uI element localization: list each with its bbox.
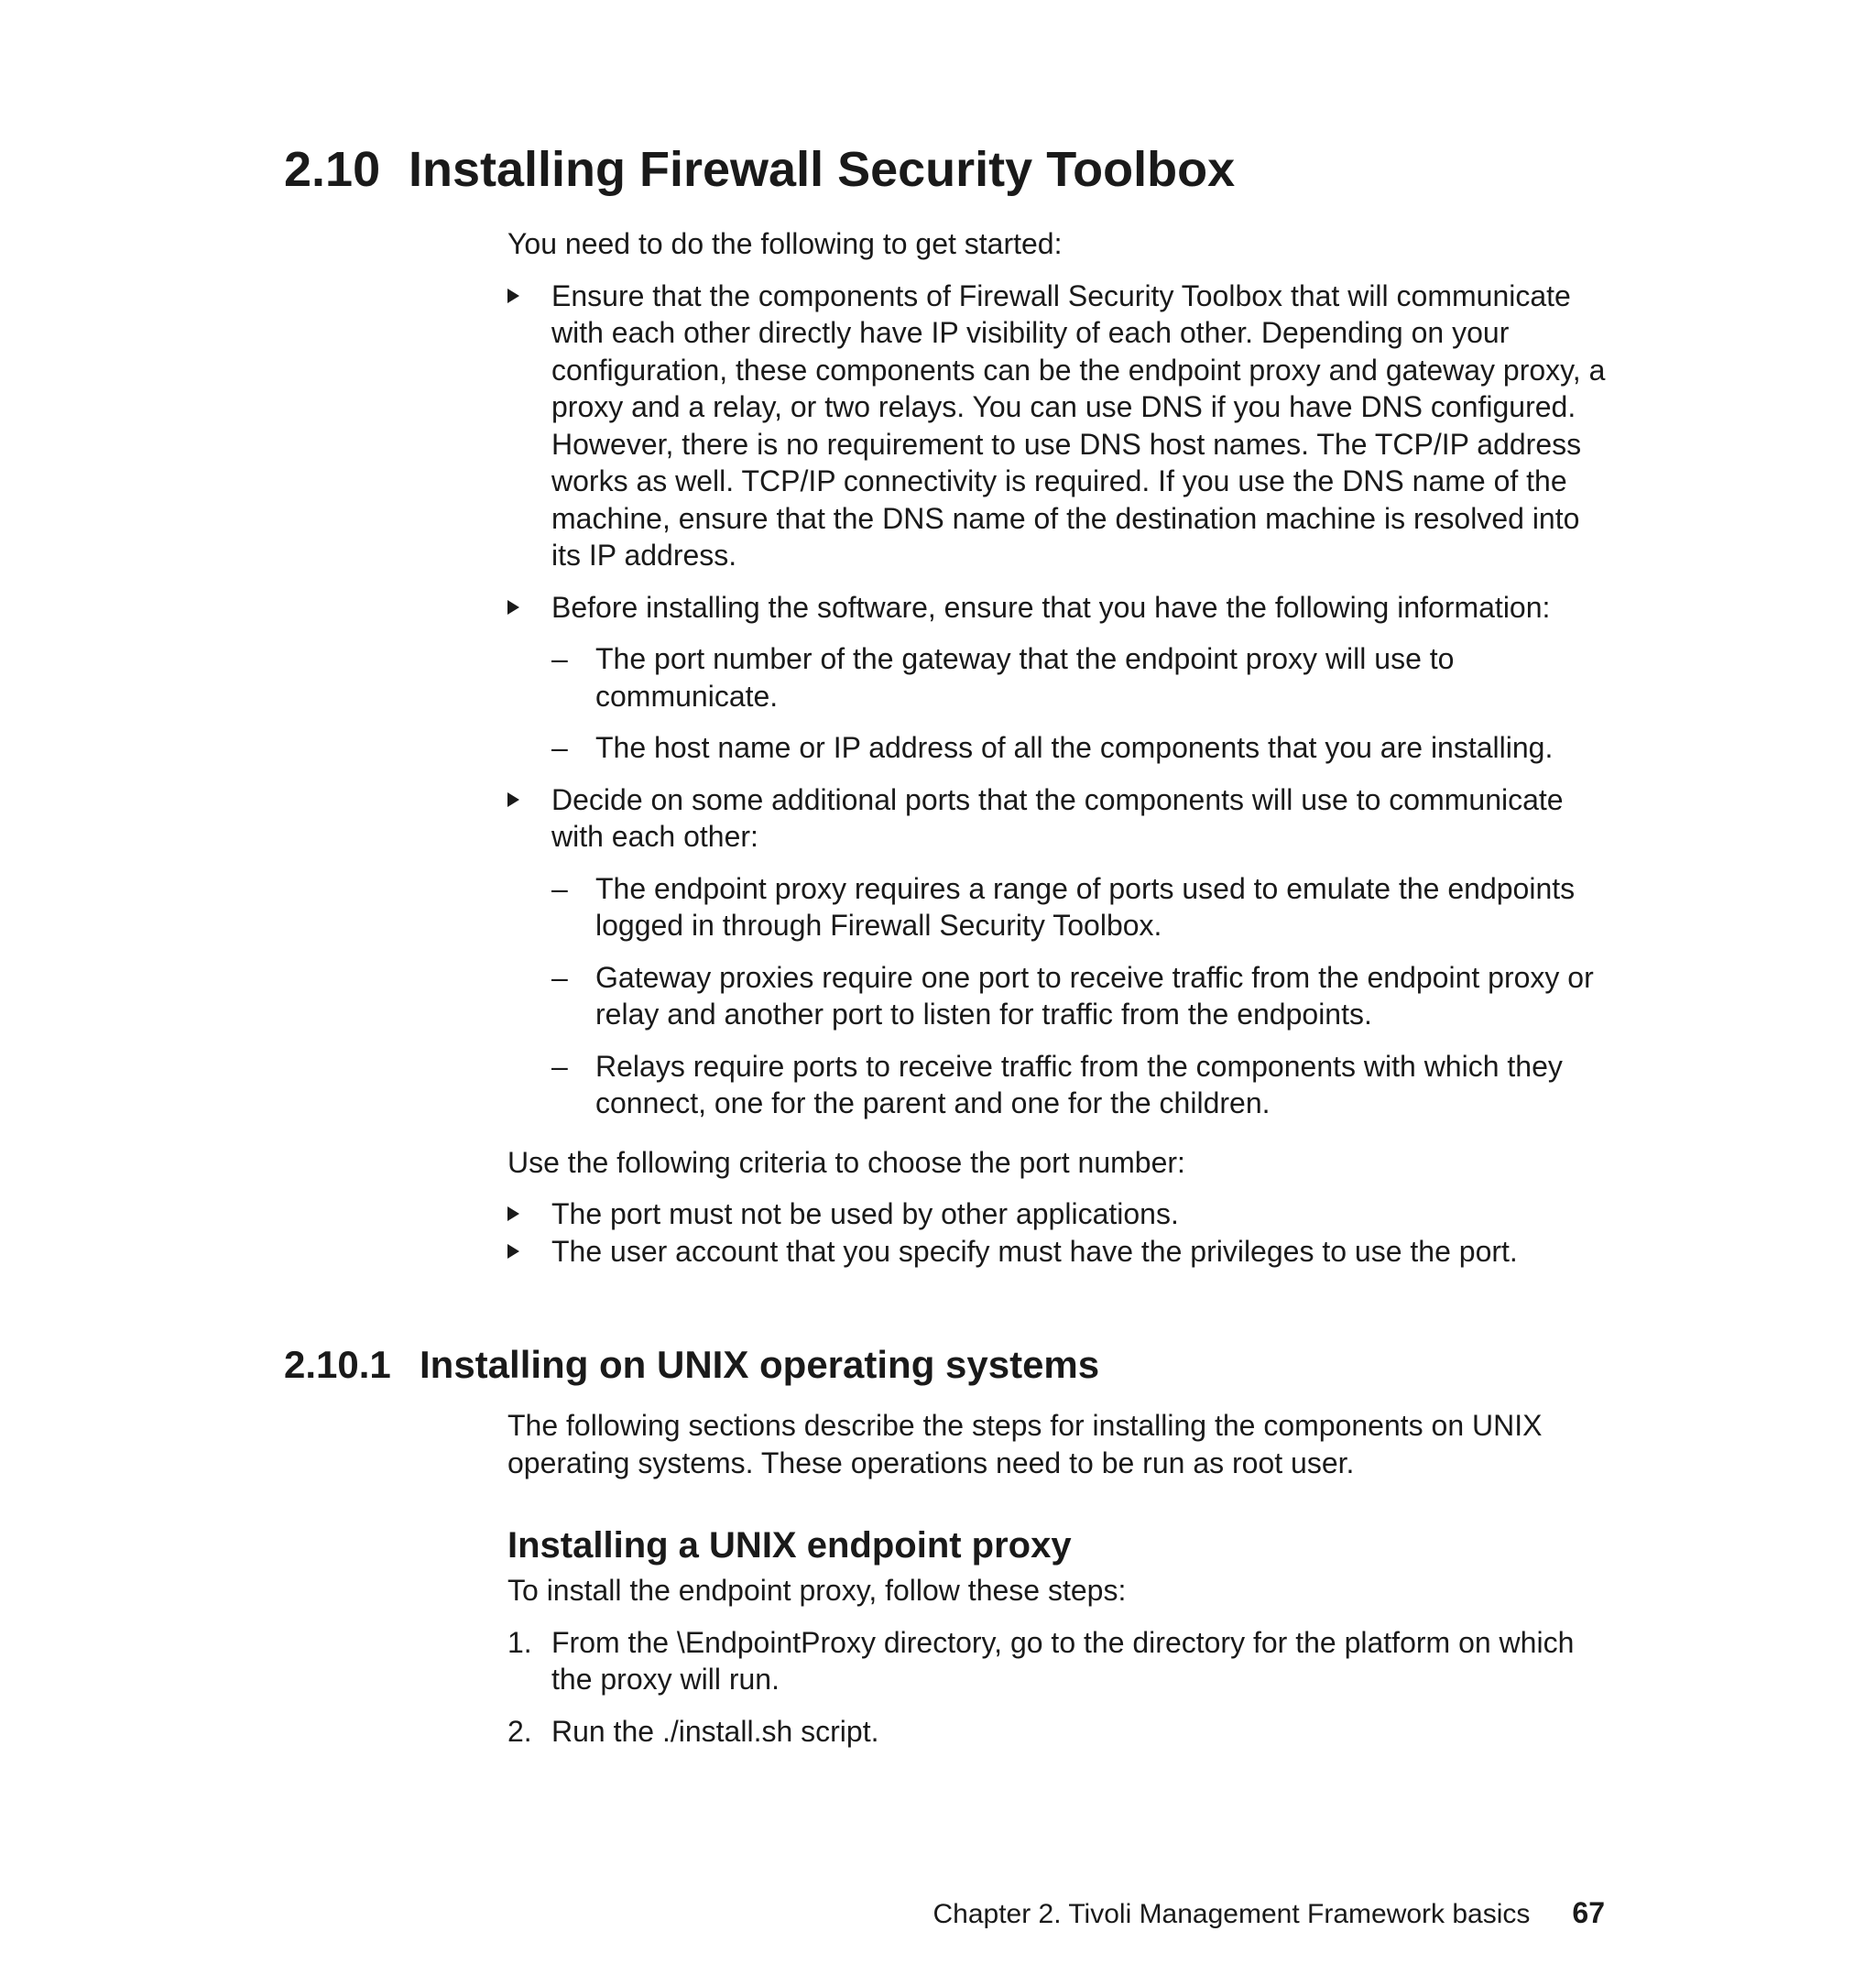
- list-item-text: The port must not be used by other applications.: [551, 1197, 1179, 1230]
- list-item-text: Decide on some additional ports that the components will use to communicate with each other:: [551, 782, 1564, 853]
- list-item: [507, 278, 1607, 574]
- subsection-number: 2.10.1: [284, 1343, 391, 1386]
- sub-list-item: [551, 870, 1607, 944]
- list-item-text: Ensure that the components of Firewall Security Toolbox that will communicate with each other directly have IP visibility of each other. Depending on your configuration, these components can be the endpoint proxy and gateway proxy, a proxy and a relay, or two relays. You can use DNS if you have DNS configured. However, there is no requirement to use DNS host names. The TCP/IP address works as well. TCP/IP connectivity is required. If you use the DNS name of the machine, ensure that the DNS name of the destination machine is resolved into its IP address.: [551, 278, 1606, 572]
- dash-bullet: –: [551, 642, 568, 675]
- step-item: [507, 1624, 1607, 1698]
- sub-list-item-text: Relays require ports to receive traffic from the components with which they connect, one for the parent and one for the children.: [595, 1049, 1563, 1119]
- dash-bullet: –: [551, 731, 568, 764]
- subsection-title: Installing on UNIX operating systems: [420, 1343, 1100, 1386]
- section-body: [507, 225, 1607, 1270]
- dash-bullet: –: [551, 1049, 568, 1083]
- sub-list-item: [551, 729, 1607, 767]
- procedure-intro: To install the endpoint proxy, follow these steps:: [507, 1574, 1127, 1607]
- steps-list: [507, 1624, 1607, 1751]
- list-item: [507, 1233, 1607, 1271]
- sub-list-item: [551, 1048, 1607, 1122]
- section-title: Installing Firewall Security Toolbox: [409, 142, 1236, 197]
- requirements-list: [507, 278, 1607, 1122]
- triangle-bullet-icon: [507, 289, 519, 303]
- triangle-bullet-icon: [507, 792, 519, 807]
- list-item-text: The user account that you specify must have the privileges to use the port.: [551, 1234, 1518, 1268]
- list-item: [507, 589, 1607, 767]
- chapter-label: Chapter 2. Tivoli Management Framework basics: [933, 1899, 1531, 1929]
- step-text: Run the ./install.sh script.: [551, 1714, 879, 1748]
- list-item: [507, 1195, 1607, 1233]
- section-heading: [284, 137, 1235, 202]
- step-text: From the \EndpointProxy directory, go to the directory for the platform on which the proxy will run.: [551, 1625, 1575, 1696]
- triangle-bullet-icon: [507, 1244, 519, 1259]
- sub-list: [551, 640, 1607, 767]
- sub-list-item: [551, 959, 1607, 1033]
- list-item: [507, 781, 1607, 1122]
- page-footer: [933, 1894, 1605, 1933]
- criteria-intro: Use the following criteria to choose the port number:: [507, 1145, 1185, 1179]
- sub-list-item-text: The host name or IP address of all the components that you are installing.: [595, 731, 1554, 764]
- sub-list-item: [551, 640, 1607, 715]
- page-number: 67: [1572, 1896, 1605, 1929]
- criteria-list: [507, 1195, 1607, 1270]
- sub-list-item-text: The port number of the gateway that the endpoint proxy will use to communicate.: [595, 642, 1455, 713]
- procedure-heading: Installing a UNIX endpoint proxy: [507, 1525, 1072, 1566]
- subsection-intro: The following sections describe the steps for installing the components on UNIX operating systems. These operations need to be run as root user.: [507, 1409, 1543, 1479]
- triangle-bullet-icon: [507, 600, 519, 615]
- sub-list-item-text: Gateway proxies require one port to receive traffic from the endpoint proxy or relay and another port to listen for traffic from the endpoints.: [595, 960, 1594, 1031]
- procedure-body: [507, 1572, 1607, 1750]
- dash-bullet: –: [551, 960, 568, 994]
- sub-list-item-text: The endpoint proxy requires a range of ports used to emulate the endpoints logged in through Firewall Security Toolbox.: [595, 871, 1576, 942]
- dash-bullet: –: [551, 871, 568, 905]
- list-item-text: Before installing the software, ensure that you have the following information:: [551, 590, 1551, 624]
- triangle-bullet-icon: [507, 1206, 519, 1221]
- step-number: 1.: [507, 1625, 532, 1659]
- intro-paragraph: You need to do the following to get started:: [507, 227, 1063, 260]
- subsection-heading: [284, 1339, 1099, 1391]
- step-number: 2.: [507, 1714, 532, 1748]
- section-number: 2.10: [284, 142, 381, 197]
- sub-list: [551, 870, 1607, 1122]
- step-item: [507, 1713, 1607, 1751]
- subsection-body: [507, 1407, 1607, 1481]
